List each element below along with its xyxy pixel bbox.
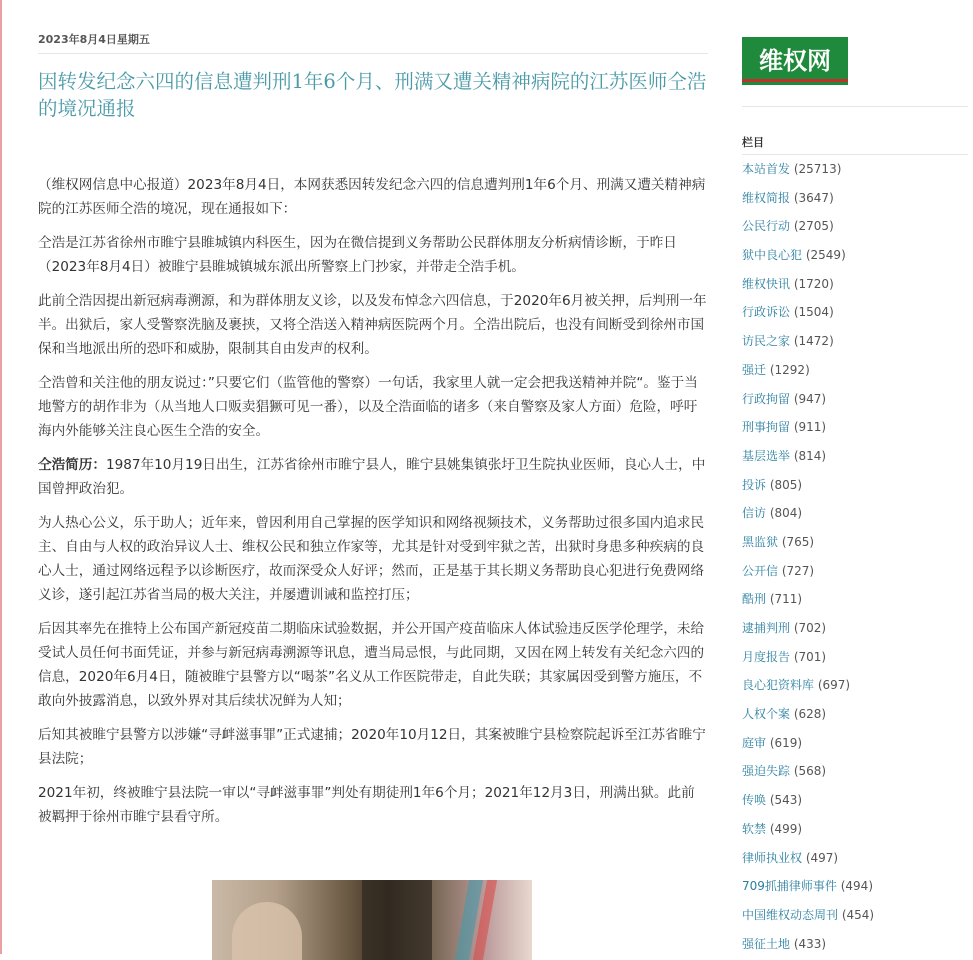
category-count: (947) xyxy=(793,391,827,406)
category-count: (765) xyxy=(781,534,815,549)
category-link[interactable]: 软禁 xyxy=(742,821,767,836)
category-item xyxy=(742,815,968,844)
post-paragraph: 仝浩曾和关注他的朋友说过：”只要它们（监管他的警察）一句话，我家里人就一定会把我送精神并院“。鉴于当地警方的胡作非为（从当地人口贩卖猖獗可见一番），以及仝浩面临的诸多（来自警察及家人方面）危险，呼吁海内外能够关注良心医生仝浩的安全。 xyxy=(38,375,698,439)
category-count: (2705) xyxy=(793,219,834,234)
post-paragraph: 此前仝浩因提出新冠病毒溯源，和为群体朋友义诊，以及发布悼念六四信息，于2020年6月被关押，后判刑一年半。出狱后，家人受警察洗脑及裹挟，又将仝浩送入精神病医院两个月。仝浩出院后，也没有间断受到徐州市国保和当地派出所的恐吓和威胁，限制其自由发声的权利。 xyxy=(38,293,707,357)
category-item xyxy=(742,671,968,700)
category-item xyxy=(742,298,968,327)
category-count: (1720) xyxy=(793,276,834,291)
category-link[interactable]: 709抓捕律师事件 xyxy=(742,879,837,894)
category-link[interactable]: 律师执业权 xyxy=(742,850,803,865)
categories-title: 栏目 xyxy=(742,134,968,155)
category-item xyxy=(742,385,968,414)
category-count: (628) xyxy=(793,707,827,722)
category-link[interactable]: 刑事拘留 xyxy=(742,420,791,435)
category-item xyxy=(742,872,968,901)
category-count: (805) xyxy=(769,477,803,492)
post-paragraph: 后因其率先在推特上公布国产新冠疫苗二期临床试验数据，并公开国产疫苗临床人体试验违反医学伦理学，未给受试人员任何书面凭证，并参与新冠病毒溯源等讯息，遭当局忌恨，与此同期，又因在网上转发有关纪念六四的信息，2020年6月4日，随被睢宁县警方以“喝茶”名义从工作医院带走，自此失联；其家属因受到警方施压，不敢向外披露消息，以致外界对其后续状况鲜为人知； xyxy=(38,621,705,709)
post-title[interactable]: 因转发纪念六四的信息遭判刑1年6个月、刑满又遭关精神病院的江苏医师仝浩的境况通报 xyxy=(38,70,707,120)
category-item xyxy=(742,528,968,557)
category-link[interactable]: 人权个案 xyxy=(742,707,791,722)
category-link[interactable]: 黑监狱 xyxy=(742,534,779,549)
category-link[interactable]: 公民行动 xyxy=(742,219,791,234)
category-count: (697) xyxy=(817,678,851,693)
category-item xyxy=(742,442,968,471)
category-link[interactable]: 月度报告 xyxy=(742,649,791,664)
category-item xyxy=(742,700,968,729)
category-link[interactable]: 公开信 xyxy=(742,563,779,578)
category-item xyxy=(742,471,968,500)
category-count: (814) xyxy=(793,448,827,463)
category-link[interactable]: 逮捕判刑 xyxy=(742,621,791,635)
category-item xyxy=(742,729,968,758)
category-link[interactable]: 行政诉讼 xyxy=(742,305,791,320)
category-link[interactable]: 庭审 xyxy=(742,735,767,750)
category-count: (911) xyxy=(793,420,827,435)
category-count: (568) xyxy=(793,764,827,779)
category-item xyxy=(742,212,968,241)
category-count: (3647) xyxy=(793,190,834,205)
category-link[interactable]: 强迫失踪 xyxy=(742,764,791,779)
category-count: (494) xyxy=(840,879,874,894)
category-item xyxy=(742,901,968,930)
category-count: (1472) xyxy=(793,334,834,349)
category-link[interactable]: 强迁 xyxy=(742,362,767,377)
photo-person xyxy=(232,902,302,960)
category-link[interactable]: 行政拘留 xyxy=(742,391,791,406)
post-paragraph: 2021年初，终被睢宁县法院一审以“寻衅滋事罪”判处有期徒刑1年6个月；2021年12月3日，刑满出狱。此前被羁押于徐州市睢宁县看守所。 xyxy=(38,785,695,825)
post-paragraph: 为人热心公义，乐于助人；近年来，曾因利用自己掌握的医学知识和网络视频技术，义务帮助过很多国内追求民主、自由与人权的政治异议人士、维权公民和独立作家等，尤其是针对受到牢狱之苦，出狱时身患多种疾病的良心人士，通过网络远程予以诊断医疗，故而深受众人好评；然而，正是基于其长期义务帮助良心犯进行免费网络义诊，遂引起江苏省当局的极大关注，并屡遭训诫和监控打压； xyxy=(38,515,705,603)
category-item xyxy=(742,499,968,528)
category-count: (543) xyxy=(769,793,803,808)
site-logo[interactable]: 维权网 xyxy=(742,37,848,82)
post-date: 2023年8月4日星期五 xyxy=(38,31,708,54)
category-count: (499) xyxy=(769,821,803,836)
category-item xyxy=(742,557,968,586)
category-item xyxy=(742,356,968,385)
category-count: (804) xyxy=(769,506,803,521)
post-body xyxy=(38,173,708,829)
category-link[interactable]: 投诉 xyxy=(742,477,767,492)
category-link[interactable]: 维权快讯 xyxy=(742,276,791,291)
category-link[interactable]: 信访 xyxy=(742,506,767,521)
post-photo[interactable] xyxy=(212,880,532,960)
category-item xyxy=(742,786,968,815)
category-link[interactable]: 传唤 xyxy=(742,793,767,808)
category-item xyxy=(742,327,968,356)
category-item xyxy=(742,585,968,614)
category-link[interactable]: 狱中良心犯 xyxy=(742,248,803,263)
category-count: (497) xyxy=(805,850,839,865)
category-count: (702) xyxy=(793,621,827,635)
category-link[interactable]: 强征土地 xyxy=(742,936,791,951)
bio-label: 仝浩简历： xyxy=(38,457,106,473)
category-link[interactable]: 良心犯资料库 xyxy=(742,678,815,693)
category-count: (1504) xyxy=(793,305,834,320)
category-link[interactable]: 中国维权动态周刊 xyxy=(742,907,839,922)
category-item xyxy=(742,270,968,299)
sidebar-divider xyxy=(742,106,968,107)
post-paragraph: （维权网信息中心报道）2023年8月4日，本网获悉因转发纪念六四的信息遭判刑1年6个月、刑满又遭关精神病院的江苏医师仝浩的境况，现在通报如下： xyxy=(38,177,706,217)
category-count: (619) xyxy=(769,735,803,750)
category-item xyxy=(742,184,968,213)
main-column xyxy=(38,26,708,839)
category-link[interactable]: 酷刑 xyxy=(742,592,767,607)
category-item xyxy=(742,643,968,672)
category-count: (454) xyxy=(841,907,875,922)
category-item xyxy=(742,614,968,643)
category-list xyxy=(742,155,968,958)
category-item xyxy=(742,413,968,442)
category-count: (1292) xyxy=(769,362,810,377)
bio-paragraph xyxy=(38,453,708,501)
category-item xyxy=(742,155,968,184)
category-item xyxy=(742,241,968,270)
category-count: (2549) xyxy=(805,248,846,263)
category-count: (727) xyxy=(781,563,815,578)
bio-text: 1987年10月19日出生，江苏省徐州市睢宁县人，睢宁县姚集镇张圩卫生院执业医师，良心人士，中国曾押政治犯。 xyxy=(38,457,706,497)
category-count: (433) xyxy=(793,936,827,951)
post-paragraph: 仝浩是江苏省徐州市睢宁县睢城镇内科医生，因为在微信提到义务帮助公民群体朋友分析病情诊断，于昨日（2023年8月4日）被睢宁县睢城镇城东派出所警察上门抄家，并带走仝浩手机。 xyxy=(38,235,677,275)
category-link[interactable]: 维权简报 xyxy=(742,190,791,205)
category-link[interactable]: 基层选举 xyxy=(742,448,791,463)
category-item xyxy=(742,757,968,786)
photo-tree-trunk xyxy=(362,880,432,960)
category-count: (25713) xyxy=(793,162,842,176)
category-count: (701) xyxy=(793,649,827,664)
category-link[interactable]: 本站首发 xyxy=(742,162,791,176)
category-count: (711) xyxy=(769,592,803,607)
sidebar xyxy=(742,37,968,958)
category-link[interactable]: 访民之家 xyxy=(742,334,791,349)
post-paragraph: 后知其被睢宁县警方以涉嫌“寻衅滋事罪”正式逮捕；2020年10月12日，其案被睢宁县检察院起诉至江苏省睢宁县法院； xyxy=(38,727,706,767)
category-item xyxy=(742,844,968,873)
